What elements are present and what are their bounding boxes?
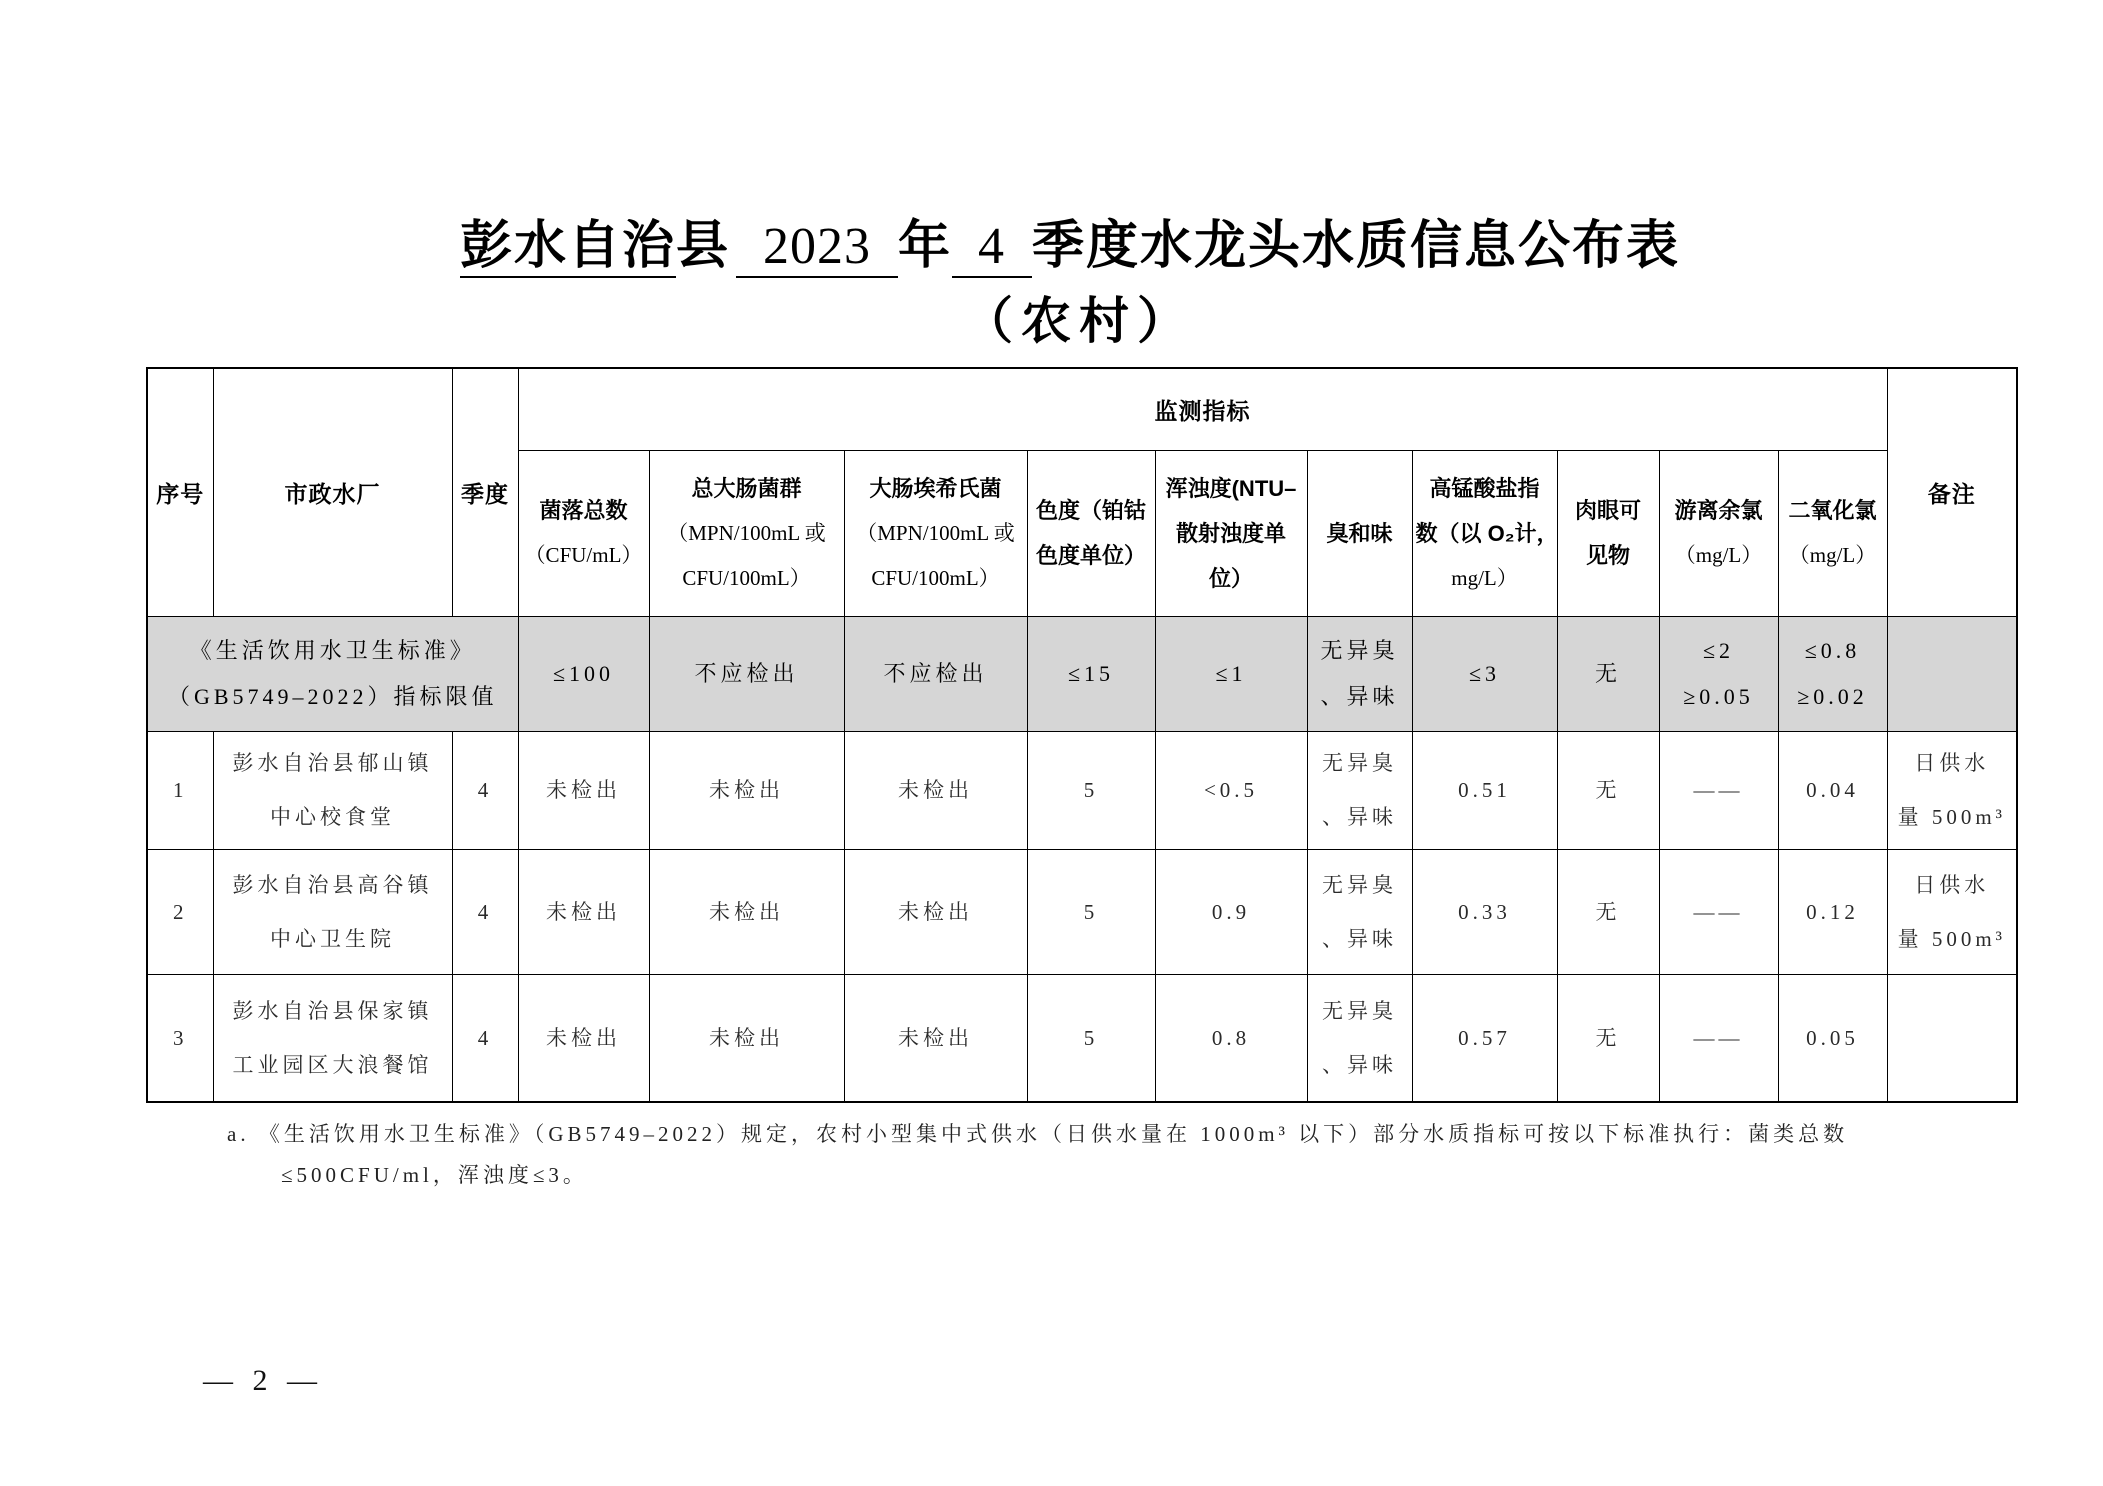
remark-line: 量 500m³ [1897,926,2006,951]
value-odor-and-taste-line: 、异味 [1322,805,1397,829]
value-e-coli-line: 未检出 [898,778,973,802]
remark-cell [1887,974,2017,1102]
limit-visible-matter-line: 无 [1594,660,1621,686]
value-free-chlorine-line: —— [1693,899,1744,924]
header-total-coliforms-line: （MPN/100mL 或 [667,520,826,545]
value-turbidity [1155,731,1307,849]
table-row [147,974,2017,1102]
value-odor-and-taste-line: 无异臭 [1322,872,1397,897]
value-total-coliforms-line: 未检出 [709,1025,784,1050]
title-year-unit: 年 [898,218,953,275]
limit-permanganate-index [1412,616,1557,731]
header-total-colony-count-line: （CFU/mL） [524,543,643,567]
header-monitoring-indicators: 监测指标 [518,368,1887,450]
serial-number-cell: 2 [147,849,213,974]
page-number: — 2 — [203,1364,323,1397]
value-turbidity-line: 0.9 [1211,899,1251,924]
limit-free-chlorine [1659,616,1778,731]
value-color-line: 5 [1083,1025,1099,1050]
value-color [1027,731,1155,849]
standard-label-line: 《生活饮用水卫生标准》 [189,637,476,663]
header-turbidity [1155,450,1307,616]
limit-e-coli-line: 不应检出 [883,660,988,686]
quarter-cell: 4 [452,974,518,1102]
plant-name-line: 中心校食堂 [270,805,395,829]
value-total-colony-count-line: 未检出 [546,778,621,802]
remark-line: 日供水 [1914,872,1990,897]
table-row [147,849,2017,974]
limit-e-coli [844,616,1027,731]
water-quality-table [146,367,2018,1103]
plant-name-cell [213,849,452,974]
plant-name-cell [213,731,452,849]
footnote [227,1114,1848,1196]
footnote-line: a. 《生活饮用水卫生标准》（GB5749–2022）规定，农村小型集中式供水（日供水量在 1000m³ 以下）部分水质指标可按以下标准执行：菌类总数 [227,1122,1849,1146]
limit-turbidity-line: ≤1 [1215,660,1247,686]
value-total-colony-count-line: 未检出 [546,899,621,924]
value-visible-matter-line: 无 [1595,1025,1621,1050]
header-permanganate-index-line: mg/L） [1451,565,1518,590]
value-color-line: 5 [1083,778,1099,802]
limit-turbidity [1155,616,1307,731]
value-total-coliforms [649,849,844,974]
value-chlorine-dioxide [1778,849,1887,974]
remark-cell [1887,849,2017,974]
limit-total-coliforms [649,616,844,731]
value-color [1027,974,1155,1102]
standard-remark-cell [1887,616,2017,731]
header-serial-number: 序号 [147,368,213,616]
title-year: 2023 [736,218,898,278]
header-e-coli-line: CFU/100mL） [871,565,1000,590]
plant-name-cell [213,974,452,1102]
header-chlorine-dioxide-line: （mg/L） [1788,543,1877,567]
value-odor-and-taste [1307,731,1412,849]
header-total-coliforms [649,450,844,616]
header-remark: 备注 [1887,368,2017,616]
value-total-colony-count [518,731,649,849]
title-county: 彭水自治 [460,218,676,278]
header-permanganate-index-line: 高锰酸盐指 [1429,475,1540,501]
limit-permanganate-index-line: ≤3 [1468,660,1501,686]
header-visible-matter-line: 肉眼可 [1574,498,1641,523]
header-permanganate-index-line: 数（以 O₂计， [1415,520,1559,546]
header-chlorine-dioxide-line: 二氧化氯 [1788,498,1877,523]
header-total-coliforms-line: 总大肠菌群 [691,475,802,501]
value-permanganate-index [1412,731,1557,849]
value-e-coli [844,849,1027,974]
limit-color [1027,616,1155,731]
limit-free-chlorine-line: ≥0.05 [1683,683,1754,709]
value-visible-matter-line: 无 [1595,778,1621,802]
standard-label-cell [147,616,518,731]
header-color-line: 色度单位） [1035,543,1146,568]
header-e-coli [844,450,1027,616]
header-plant: 市政水厂 [213,368,452,616]
value-chlorine-dioxide [1778,731,1887,849]
value-turbidity-line: 0.8 [1211,1025,1251,1050]
value-e-coli-line: 未检出 [898,1025,973,1050]
value-odor-and-taste [1307,849,1412,974]
footnote-line: ≤500CFU/ml，浑浊度≤3。 [281,1163,588,1187]
value-total-colony-count [518,974,649,1102]
header-group-row [147,368,2017,450]
table-body [147,616,2017,1102]
value-odor-and-taste-line: 、异味 [1322,926,1397,951]
page-title [460,214,1680,280]
remark-line: 量 500m³ [1897,805,2006,829]
value-total-coliforms-line: 未检出 [709,899,784,924]
limit-total-coliforms-line: 不应检出 [694,660,799,686]
title-county-suffix: 县 [676,218,731,275]
value-free-chlorine [1659,849,1778,974]
header-permanganate-index [1412,450,1557,616]
value-chlorine-dioxide [1778,974,1887,1102]
page-subtitle: （农村） [963,293,1195,349]
quarter-cell: 4 [452,731,518,849]
header-color-line: 色度（铂钴 [1035,498,1146,523]
value-total-coliforms [649,731,844,849]
header-turbidity-line: 位） [1208,565,1253,591]
value-color [1027,849,1155,974]
limit-chlorine-dioxide-line: ≤0.8 [1804,637,1861,663]
remark-cell [1887,731,2017,849]
limit-color-line: ≤15 [1067,660,1115,686]
value-free-chlorine [1659,731,1778,849]
serial-number-cell: 3 [147,974,213,1102]
value-chlorine-dioxide-line: 0.12 [1806,899,1859,924]
header-free-chlorine [1659,450,1778,616]
header-chlorine-dioxide [1778,450,1887,616]
value-chlorine-dioxide-line: 0.04 [1806,778,1859,802]
value-odor-and-taste-line: 无异臭 [1322,998,1397,1023]
remark-line: 日供水 [1914,751,1990,775]
limit-chlorine-dioxide-line: ≥0.02 [1797,683,1868,709]
value-free-chlorine-line: —— [1693,1025,1744,1050]
value-permanganate-index-line: 0.57 [1458,1025,1511,1050]
header-odor-and-taste [1307,450,1412,616]
plant-name-line: 彭水自治县保家镇 [232,998,433,1023]
plant-name-line: 中心卫生院 [270,926,395,951]
value-turbidity [1155,974,1307,1102]
value-permanganate-index [1412,974,1557,1102]
limit-total-colony-count [518,616,649,731]
limit-odor-and-taste-line: 无异臭 [1320,637,1399,663]
plant-name-line: 彭水自治县高谷镇 [232,872,433,897]
value-visible-matter-line: 无 [1595,899,1621,924]
value-permanganate-index [1412,849,1557,974]
serial-number-cell: 1 [147,731,213,849]
limit-total-colony-count-line: ≤100 [552,660,615,686]
title-rest: 季度水龙头水质信息公布表 [1032,218,1681,275]
value-color-line: 5 [1083,899,1099,924]
plant-name-line: 工业园区大浪餐馆 [232,1052,433,1077]
limit-visible-matter [1557,616,1659,731]
header-visible-matter [1557,450,1659,616]
limit-odor-and-taste-line: 、异味 [1320,683,1399,709]
title-quarter: 4 [952,218,1032,278]
value-permanganate-index-line: 0.51 [1458,778,1511,802]
header-total-colony-count [518,450,649,616]
header-total-colony-count-line: 菌落总数 [539,498,628,523]
quarter-cell: 4 [452,849,518,974]
value-visible-matter [1557,849,1659,974]
limit-free-chlorine-line: ≤2 [1702,637,1735,663]
standard-limit-row [147,616,2017,731]
header-visible-matter-line: 见物 [1585,543,1630,568]
value-e-coli [844,974,1027,1102]
value-turbidity [1155,849,1307,974]
header-free-chlorine-line: （mg/L） [1674,543,1763,567]
header-total-coliforms-line: CFU/100mL） [682,565,811,590]
header-e-coli-line: （MPN/100mL 或 [856,520,1015,545]
value-turbidity-line: <0.5 [1203,778,1259,802]
value-chlorine-dioxide-line: 0.05 [1806,1025,1859,1050]
value-e-coli-line: 未检出 [898,899,973,924]
value-odor-and-taste [1307,974,1412,1102]
value-total-coliforms-line: 未检出 [709,778,784,802]
limit-odor-and-taste [1307,616,1412,731]
value-visible-matter [1557,974,1659,1102]
standard-label-line: （GB5749–2022）指标限值 [167,683,498,709]
value-odor-and-taste-line: 无异臭 [1322,751,1397,775]
value-permanganate-index-line: 0.33 [1458,899,1511,924]
limit-chlorine-dioxide [1778,616,1887,731]
header-turbidity-line: 浑浊度(NTU– [1165,475,1297,501]
value-total-colony-count [518,849,649,974]
value-visible-matter [1557,731,1659,849]
header-free-chlorine-line: 游离余氯 [1674,498,1763,523]
header-e-coli-line: 大肠埃希氏菌 [869,475,1002,501]
header-odor-and-taste-line: 臭和味 [1326,520,1393,546]
value-e-coli [844,731,1027,849]
value-odor-and-taste-line: 、异味 [1322,1052,1397,1077]
header-turbidity-line: 散射浊度单 [1175,520,1286,546]
value-total-colony-count-line: 未检出 [546,1025,621,1050]
value-free-chlorine-line: —— [1693,778,1744,802]
value-free-chlorine [1659,974,1778,1102]
table-row [147,731,2017,849]
value-total-coliforms [649,974,844,1102]
header-color [1027,450,1155,616]
header-quarter: 季度 [452,368,518,616]
plant-name-line: 彭水自治县郁山镇 [232,751,433,775]
